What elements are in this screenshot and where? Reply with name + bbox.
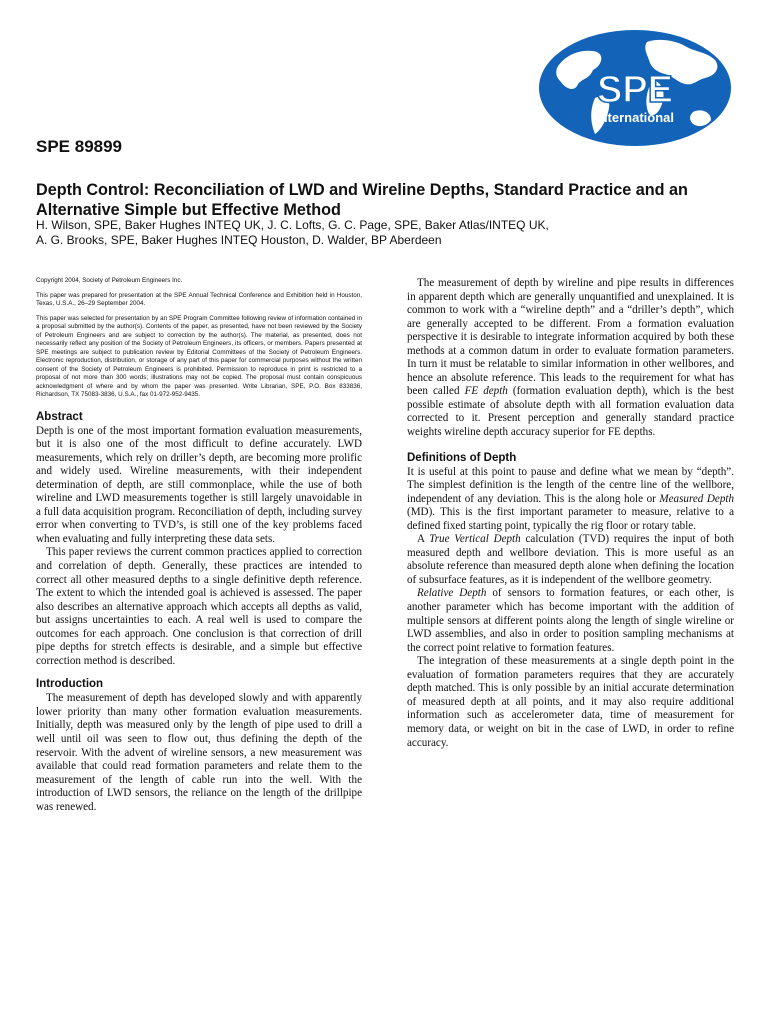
abstract-heading: Abstract bbox=[36, 410, 83, 423]
abstract-paragraph-1: Depth is one of the most important formation evaluation measurements, but it is also one of the most difficult to define accurately. LWD measurements, which rely on driller’s depth, are becoming more prolific and widely used. Wireline measurements, with their independent determination of depth, are still commonplace, while the use of both wireline and LWD measurements together is still largely unavoidable in a full data acquisition program. Reconciliation of depth, including survey error when converting to TVD’s, is still one of the key problems faced when evaluating and fully interpreting these data sets. bbox=[36, 424, 362, 545]
true-vertical-depth-term: True Vertical Depth bbox=[429, 533, 521, 546]
definitions-paragraph-3: Relative Depth of sensors to formation features, or each other, is another parameter which has become important with the addition of multiple sensors at different points along the length of single wireline or LWD assemblies, and also in order to position sampling mechanisms at the correct point relative to formation features. bbox=[407, 587, 734, 654]
introduction-paragraph-1: The measurement of depth has developed slowly and with apparently lower priority than many other formation evaluation measurements. Initially, depth was measured only by the length of pipe used to drill a well until oil was seen to flow out, thus defining the depth of the reservoir. With the advent of wireline sensors, a new measurement was available that could read formation parameters and relate them to the measurement of the length of cable run into the well. With the introduction of LWD sensors, the reliance on the length of the drillpipe was renewed. bbox=[36, 692, 362, 813]
copyright-line: Copyright 2004, Society of Petroleum Engineers Inc. bbox=[36, 277, 183, 284]
measured-depth-term: Measured Depth bbox=[659, 492, 734, 505]
copyright-presentation: This paper was prepared for presentation at the SPE Annual Technical Conference and Exhibition held in Houston, Texas, U.S.A., 26–29 September 2004. bbox=[36, 291, 362, 307]
authors-line-1: H. Wilson, SPE, Baker Hughes INTEQ UK, J. C. Lofts, G. C. Page, SPE, Baker Atlas/INTEQ UK, bbox=[36, 218, 549, 232]
spe-international-logo bbox=[535, 28, 735, 148]
definitions-paragraph-4: The integration of these measurements at a single depth point in the evaluation of formation parameters requires that they are accurately depth matched. This is only possible by an initial accurate determination of measured depth at all points, and it may also require additional information such as accelerometer data, time of measurement for memory data, or weight on bit in the case of LWD, in order to refine accuracy. bbox=[407, 655, 734, 749]
definitions-paragraph-1: It is useful at this point to pause and define what we mean by “depth”. The simplest definition is the length of the centre line of the wellbore, independent of any deviation. This is the along hole or Measured Depth (MD). This is the first important parameter to measure, relative to a defined fixed starting point, typically the rig floor or rotary table. bbox=[407, 465, 734, 532]
definitions-heading: Definitions of Depth bbox=[407, 451, 517, 464]
introduction-paragraph-2: The measurement of depth by wireline and pipe results in differences in apparent depth which are generally unquantified and unexplained. It is common to work with a “wireline depth” and a “driller’s depth”, which are generally accepted to be different. From a formation evaluation perspective it is desirable to integrate information acquired by both these methods at a common datum in order to evaluate formation parameters. In turn it must be relatable to similar information in other wellbores, and hence an absolute reference. This leads to the requirement for what has been called FE depth (formation evaluation depth), which is the best possible estimate of absolute depth with all formation evaluation data corrected to it. Present perception and generally standard practice weights wireline depth accuracy superior for FE depths. bbox=[407, 277, 735, 439]
abstract-paragraph-2: This paper reviews the current common practices applied to correction and correlation of depth. Generally, these practices are intended to correct all other measured depths to a single definitive depth reference. The extent to which the intended goal is achieved is assessed. The paper also describes an alternative approach which accepts all depths as valid, but assigns uncertainties to each. A real well is used to compare the outcomes for each approach. One conclusion is that correction of drill pipe depths for stretch effects is desirable, and a simple but effective correction method is described. bbox=[36, 546, 362, 667]
left-column bbox=[36, 277, 362, 814]
paper-title: Depth Control: Reconciliation of LWD and Wireline Depths, Standard Practice and an Alternative Simple but Effective Method bbox=[36, 181, 688, 219]
fe-depth-term: FE depth bbox=[464, 385, 508, 398]
logo-subtext: International bbox=[595, 110, 675, 125]
paper-number: SPE 89899 bbox=[36, 137, 123, 156]
authors-line-2: A. G. Brooks, SPE, Baker Hughes INTEQ Houston, D. Walder, BP Aberdeen bbox=[36, 233, 442, 247]
author-list bbox=[36, 218, 736, 248]
definitions-paragraph-2: A True Vertical Depth calculation (TVD) requires the input of both measured depth and wellbore deviation. This is more useful as an absolute reference than measured depth alone when defining the location of subsurface features, as it is independent of the wellbore geometry. bbox=[407, 533, 735, 586]
right-column bbox=[407, 277, 734, 750]
relative-depth-term: Relative Depth bbox=[417, 587, 487, 600]
introduction-heading: Introduction bbox=[36, 678, 104, 691]
logo-text: SPE bbox=[596, 69, 674, 111]
copyright-notice: This paper was selected for presentation by an SPE Program Committee following review of information contained in a proposal submitted by the author(s). Contents of the paper, as presented, have not been reviewed by the Society of Petroleum Engineers and are subject to correction by the author(s). The material, as presented, does not necessarily reflect any position of the Society of Petroleum Engineers, its officers, or members. Papers presented at SPE meetings are subject to publication review by Editorial Committees of the Society of Petroleum Engineers. Electronic reproduction, distribution, or storage of any part of this paper for commercial purposes without the written consent of the Society of Petroleum Engineers is prohibited. Permission to reproduce in print is restricted to a proposal of not more than 300 words; illustrations may not be copied. The proposal must contain conspicuous acknowledgment of where and by whom the paper was presented. Write Librarian, SPE, P.O. Box 833836, Richardson, TX 75083-3836, U.S.A., fax 01-972-952-9435. bbox=[36, 314, 362, 398]
